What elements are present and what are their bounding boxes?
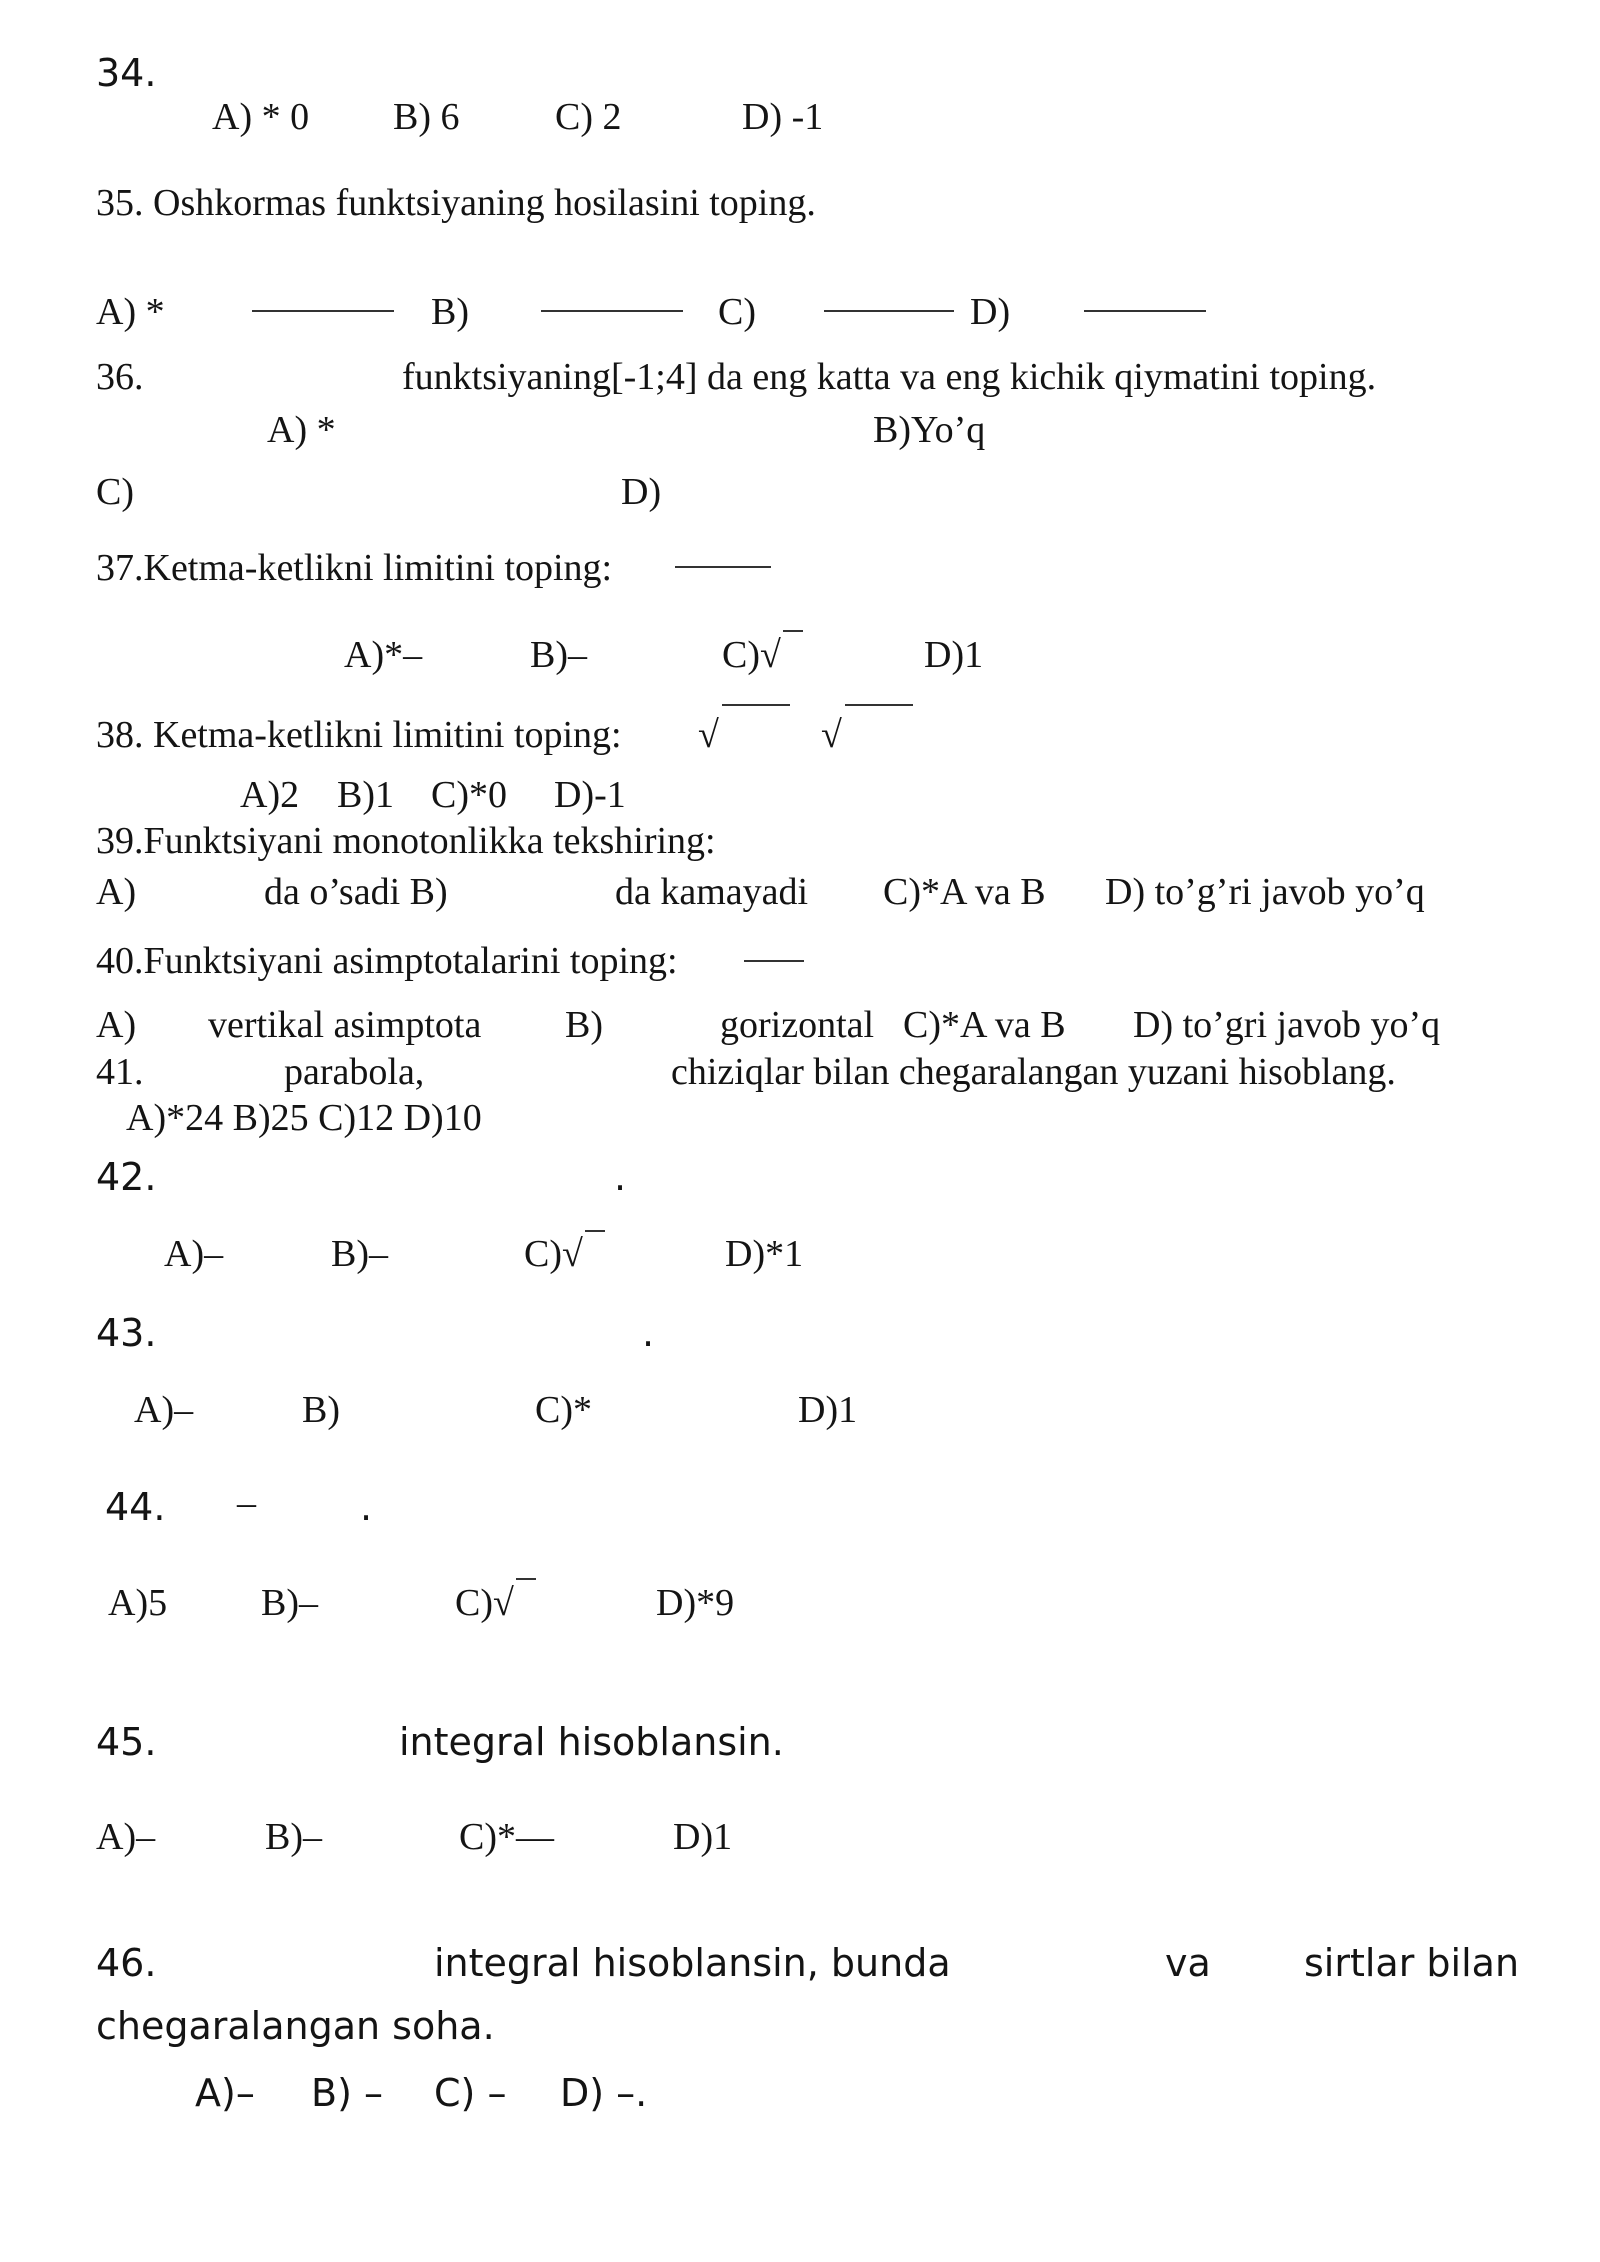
q46-text-3: sirtlar bilan [1304,1941,1520,1985]
q45-option-d: D)1 [673,1816,733,1858]
q37-text: 37.Ketma-ketlikni limitini toping: [96,547,613,589]
q42-option-c: C)√ [524,1233,583,1275]
q35-text: 35. Oshkormas funktsiyaning hosilasini toping. [96,182,816,224]
q45-text: integral hisoblansin. [399,1720,784,1764]
q35-option-a: A) * [96,291,165,333]
q41-text-1: parabola, [284,1051,425,1093]
q46-option-d: D) –. [560,2071,648,2115]
q46-number: 46. [96,1941,157,1985]
q43-option-c: C)* [535,1389,592,1431]
q40-option-b-text: gorizontal [720,1004,875,1046]
q40-option-a: A) [96,1004,137,1046]
q45-option-b: B)– [265,1816,322,1858]
q39-option-d: D) to’g’ri javob yo’q [1105,871,1425,913]
q39-text: 39.Funktsiyani monotonlikka tekshiring: [96,820,716,862]
q39-option-a: A) [96,871,137,913]
q46-text-4: chegaralangan soha. [96,2004,495,2048]
q36-option-a: A) * [267,409,336,451]
q44-sqrt-bar [516,1578,536,1580]
q38-option-d: D)-1 [554,774,626,816]
q38-sqrt-sign-2: √ [821,714,842,756]
q38-sqrt-bar-1 [722,704,790,706]
q37-option-c: C)√ [722,634,781,676]
q45-option-c: C)*— [459,1816,554,1858]
q38-sqrt-bar-2 [845,704,913,706]
q43-dot: . [642,1311,655,1355]
q42-option-d: D)*1 [725,1233,804,1275]
q44-dot: . [360,1485,373,1529]
q38-option-b: B)1 [337,774,394,816]
q44-option-a: A)5 [108,1582,168,1624]
q37-sqrt-bar [783,630,803,632]
q37-option-d: D)1 [924,634,984,676]
q40-fraction-bar [744,960,804,962]
q34-option-d: D) -1 [742,96,824,138]
q34-option-a: A) * 0 [212,96,310,138]
q43-option-a: A)– [134,1389,194,1431]
q40-option-a-text: vertikal asimptota [208,1004,482,1046]
q41-number: 41. [96,1051,144,1093]
q43-option-d: D)1 [798,1389,858,1431]
q36-number: 36. [96,356,144,398]
q39-option-c: C)*A va B [883,871,1046,913]
q35-fraction-bar-b [541,310,683,312]
q37-fraction-bar [675,566,771,568]
q40-option-b: B) [565,1004,603,1046]
q36-option-c: C) [96,471,134,513]
q38-sqrt-sign-1: √ [698,714,719,756]
q44-fraction-dash: – [237,1482,256,1524]
q44-option-c: C)√ [455,1582,514,1624]
q38-option-a: A)2 [240,774,300,816]
q35-fraction-bar-d [1084,310,1206,312]
q38-text: 38. Ketma-ketlikni limitini toping: [96,714,622,756]
q39-option-a-text: da o’sadi B) [264,871,448,913]
q34-number: 34. [96,51,157,95]
q41-options: A)*24 B)25 C)12 D)10 [126,1097,482,1139]
q34-option-b: B) 6 [393,96,460,138]
q42-sqrt-bar [585,1230,605,1232]
q36-option-d: D) [621,471,662,513]
q41-text-2: chiziqlar bilan chegaralangan yuzani hisoblang. [671,1051,1396,1093]
q40-option-d: D) to’gri javob yo’q [1133,1004,1441,1046]
q39-option-b-text: da kamayadi [615,871,809,913]
q43-number: 43. [96,1311,157,1355]
q43-option-b: B) [302,1389,340,1431]
q42-option-a: A)– [164,1233,224,1275]
q44-number: 44. [105,1485,166,1529]
q44-option-d: D)*9 [656,1582,735,1624]
q46-option-a: A)– [195,2071,255,2115]
q42-dot: . [614,1155,627,1199]
q35-option-b: B) [431,291,469,333]
q46-text-1: integral hisoblansin, bunda [434,1941,951,1985]
q35-fraction-bar-c [824,310,954,312]
q34-option-c: C) 2 [555,96,622,138]
q36-option-b: B)Yo’q [873,409,986,451]
q42-number: 42. [96,1155,157,1199]
q45-option-a: A)– [96,1816,156,1858]
q37-option-b: B)– [530,634,587,676]
q44-option-b: B)– [261,1582,318,1624]
q35-option-c: C) [718,291,756,333]
q38-option-c: C)*0 [431,774,507,816]
q35-option-d: D) [970,291,1011,333]
q46-text-2: va [1165,1941,1211,1985]
q36-text: funktsiyaning[-1;4] da eng katta va eng kichik qiymatini toping. [402,356,1377,398]
q46-option-c: C) – [434,2071,507,2115]
q37-option-a: A)*– [344,634,423,676]
q35-fraction-bar-a [252,310,394,312]
q42-option-b: B)– [331,1233,388,1275]
q40-option-c: C)*A va B [903,1004,1066,1046]
q46-option-b: B) – [311,2071,383,2115]
q45-number: 45. [96,1720,157,1764]
q40-text: 40.Funktsiyani asimptotalarini toping: [96,940,678,982]
